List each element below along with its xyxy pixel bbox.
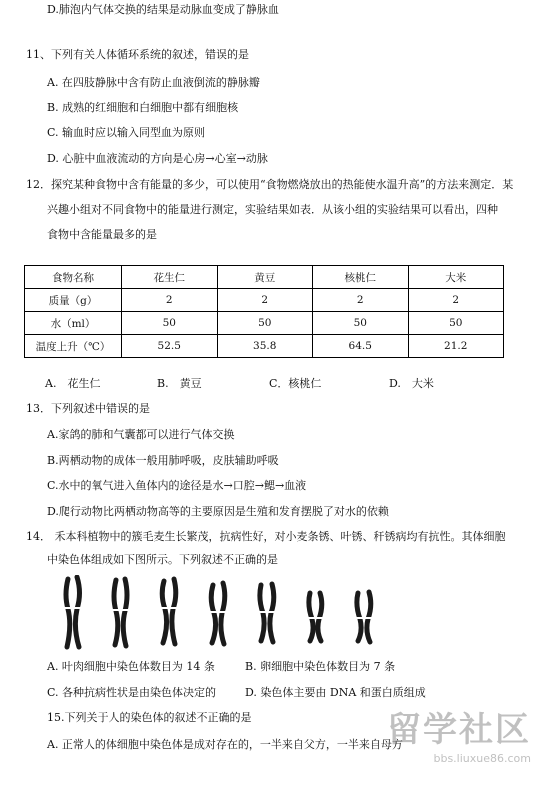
table-cell: 21.2 [408,335,504,358]
question-15: 15.下列关于人的染色体的叙述不正确的是 [47,711,252,724]
question-12: 12．探究某种食物中含有能量的多少，可以使用“食物燃烧放出的热能使水温升高”的方法来测定．某 [26,178,514,191]
q14-option-b: B. 卵细胞中染色体数目为 7 条 [245,660,396,673]
chromosome-karyotype-image [58,575,418,650]
q14-option-d: D. 染色体主要由 DNA 和蛋白质组成 [245,686,426,699]
question-12-line-2: 兴趣小组对不同食物中的能量进行测定，实验结果如表．从该小组的实验结果可以看出，四种 [47,203,498,216]
q11-option-a: A. 在四肢静脉中含有防止血液倒流的静脉瓣 [47,76,260,89]
q11-option-d: D. 心脏中血液流动的方向是心房→心室→动脉 [47,152,268,165]
table-cell: 50 [122,312,218,335]
table-cell: 水（ml） [25,312,122,335]
table-row [25,312,504,335]
table-header-cell: 大米 [408,266,504,289]
question-13: 13．下列叙述中错误的是 [26,402,150,415]
q11-option-b: B. 成熟的红细胞和白细胞中都有细胞核 [47,101,239,114]
q14-option-c: C. 各种抗病性状是由染色体决定的 [47,686,217,699]
q12-option-b: B. 黄豆 [157,377,202,390]
question-11: 11、下列有关人体循环系统的叙述，错误的是 [26,48,249,61]
table-cell: 50 [408,312,504,335]
table-cell: 50 [313,312,409,335]
question-12-line-3: 食物中含能量最多的是 [47,228,157,241]
q10-option-d: D.肺泡内气体交换的结果是动脉血变成了静脉血 [47,3,279,16]
table-cell: 质量（g） [25,289,122,312]
table-header-cell: 食物名称 [25,266,122,289]
q13-option-a: A.家鸽的肺和气囊都可以进行气体交换 [47,428,235,441]
q12-option-d: D. 大米 [389,377,434,390]
watermark-url: bbs.liuxue86.com [433,752,531,765]
q12-option-a: A. 花生仁 [45,377,101,390]
table-header-row [25,266,504,289]
q12-options [45,375,505,391]
q13-option-b: B.两栖动物的成体一般用肺呼吸，皮肤辅助呼吸 [47,454,279,467]
watermark-logo: 留学社区 [387,710,531,750]
table-cell: 52.5 [122,335,218,358]
table-row [25,289,504,312]
q13-option-c: C.水中的氧气进入鱼体内的途径是水→口腔→鳃→血液 [47,479,307,492]
q15-option-a: A. 正常人的体细胞中染色体是成对存在的，一半来自父方，一半来自母方 [47,738,403,751]
table-cell: 64.5 [313,335,409,358]
table-row [25,335,504,358]
table-cell: 50 [217,312,313,335]
table-cell: 2 [122,289,218,312]
q11-option-c: C. 输血时应以输入同型血为原则 [47,126,206,139]
table-header-cell: 黄豆 [217,266,313,289]
table-cell: 35.8 [217,335,313,358]
q13-option-d: D.爬行动物比两栖动物高等的主要原因是生殖和发育摆脱了对水的依赖 [47,505,389,518]
table-cell: 2 [408,289,504,312]
watermark [361,708,531,778]
q14-option-a: A. 叶肉细胞中染色体数目为 14 条 [47,660,215,673]
table-cell: 2 [217,289,313,312]
table-header-cell: 花生仁 [122,266,218,289]
question-14-line-2: 中染色体组成如下图所示。下列叙述不正确的是 [47,553,278,566]
table-cell: 2 [313,289,409,312]
table-cell: 温度上升（℃） [25,335,122,358]
question-14: 14． 禾本科植物中的簇毛麦生长繁茂，抗病性好，对小麦条锈、叶锈、秆锈病均有抗性。其体细胞 [26,530,506,543]
table-header-cell: 核桃仁 [313,266,409,289]
food-energy-table [24,265,504,358]
q12-option-c: C．核桃仁 [269,377,322,390]
